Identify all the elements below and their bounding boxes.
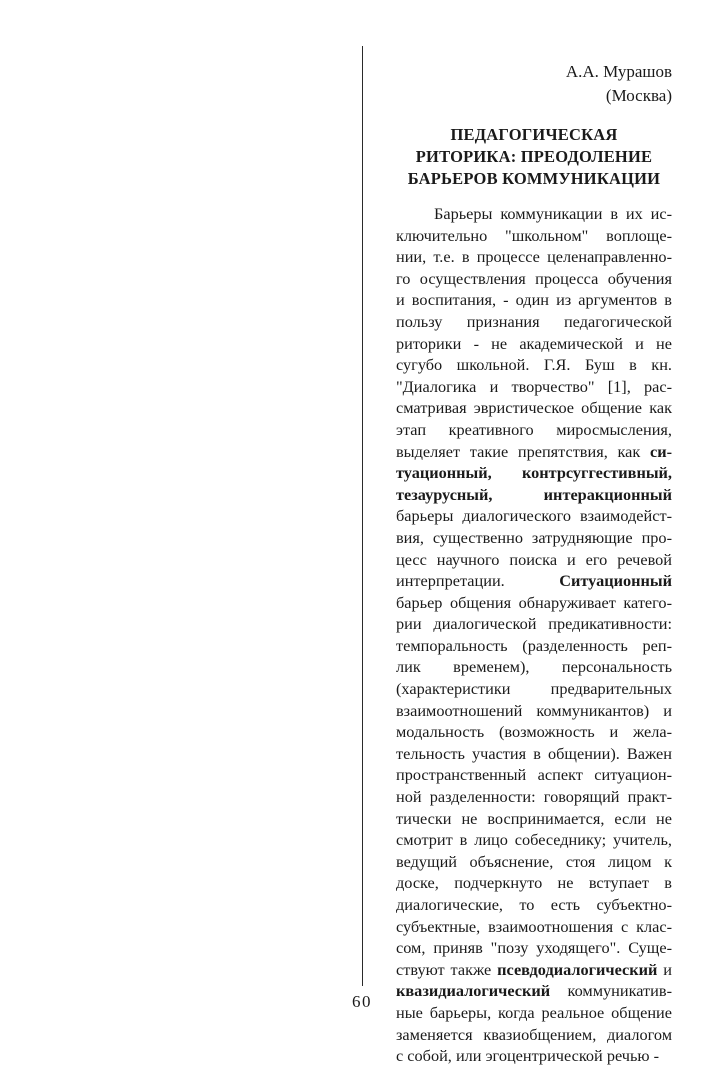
- body-line: "Диалогика и творчество" [1], рас-: [396, 376, 672, 396]
- article-title: [396, 124, 672, 190]
- body-line: взаимоотношений коммуникантов) и: [396, 700, 672, 720]
- body-line: заменяется квазиобщением, диалогом: [396, 1024, 672, 1044]
- body-line: лик временем), персональность: [396, 657, 672, 677]
- body-line: пространственный аспект ситуацион-: [396, 765, 672, 785]
- body-line: ключительно "школьном" воплоще-: [396, 225, 672, 245]
- title-line: ПЕДАГОГИЧЕСКАЯ: [450, 125, 618, 144]
- body-line: модальность (возможность и жела-: [396, 722, 672, 742]
- body-line: тельность участия в общении). Важен: [396, 743, 672, 763]
- body-line: ведущий объяснение, стоя лицом к: [396, 851, 672, 871]
- vertical-margin-rule: [362, 46, 363, 986]
- title-line: РИТОРИКА: ПРЕОДОЛЕНИЕ: [415, 147, 653, 166]
- bold-term: си-: [649, 441, 672, 461]
- body-line: смотрит в лицо собеседнику; учитель,: [396, 830, 672, 850]
- article-body: [396, 203, 672, 1067]
- body-line: (характеристики предварительных: [396, 679, 672, 699]
- body-line: с собой, или эгоцентрической речью -: [396, 1046, 660, 1066]
- body-line: этап креативного миросмысления,: [396, 419, 672, 439]
- body-line: цесс научного поиска и его речевой: [396, 549, 672, 569]
- body-line-bold: туационный, контрсуггестивный,: [396, 463, 672, 483]
- body-text: коммуникатив-: [550, 981, 672, 1001]
- body-line: темпоральность (разделенность реп-: [396, 635, 672, 655]
- body-line: субъектные, взаимоотношения с клас-: [396, 916, 672, 936]
- body-line: барьер общения обнаруживает катего-: [396, 592, 672, 612]
- body-line: и воспитания, - один из аргументов в: [396, 290, 672, 310]
- body-line: ные барьеры, когда реальное общение: [396, 1002, 672, 1022]
- body-line: Барьеры коммуникации в их ис-: [434, 204, 672, 223]
- bold-term: Ситуационный: [559, 571, 672, 591]
- page-number: 60: [352, 992, 372, 1011]
- body-line: риторики - не академической и не: [396, 333, 672, 353]
- body-text: интерпретации.: [396, 571, 560, 591]
- title-line: БАРЬЕРОВ КОММУНИКАЦИИ: [407, 169, 661, 188]
- body-line: го осуществления процесса обучения: [396, 268, 672, 288]
- author-name: А.А. Мурашов: [565, 62, 672, 81]
- body-line: [396, 959, 672, 981]
- body-line: сматривая эвристическое общение как: [396, 398, 672, 418]
- body-text: выделяет такие препятствия, как: [396, 441, 650, 461]
- body-text: и: [657, 959, 672, 979]
- body-line: доске, подчеркнуто не вступает в: [396, 873, 672, 893]
- body-line: сугубо школьной. Г.Я. Буш в кн.: [396, 355, 672, 375]
- body-line: рии диалогической предикативности:: [396, 614, 672, 634]
- body-text: ствуют также: [396, 959, 498, 979]
- body-line: [396, 441, 672, 463]
- body-line: пользу признания педагогической: [396, 311, 672, 331]
- body-line: барьеры диалогического взаимодейст-: [396, 506, 672, 526]
- bold-term: квазидиалогический: [396, 981, 551, 1001]
- body-line: сом, приняв "позу уходящего". Суще-: [396, 938, 672, 958]
- author-city: (Москва): [605, 86, 672, 105]
- body-line: диалогические, то есть субъектно-: [396, 895, 672, 914]
- body-line: [396, 980, 672, 1002]
- body-line: тически не воспринимается, если не: [396, 808, 672, 828]
- bold-term: псевдодиалогический: [497, 959, 658, 979]
- body-line: вия, существенно затрудняющие про-: [396, 527, 672, 547]
- author-block: [430, 60, 672, 108]
- body-line-bold: тезаурусный, интеракционный: [396, 484, 672, 504]
- body-line: нии, т.е. в процессе целенаправленно-: [396, 247, 672, 267]
- body-line: ной разделенности: говорящий практ-: [396, 787, 672, 807]
- body-line: [396, 570, 672, 592]
